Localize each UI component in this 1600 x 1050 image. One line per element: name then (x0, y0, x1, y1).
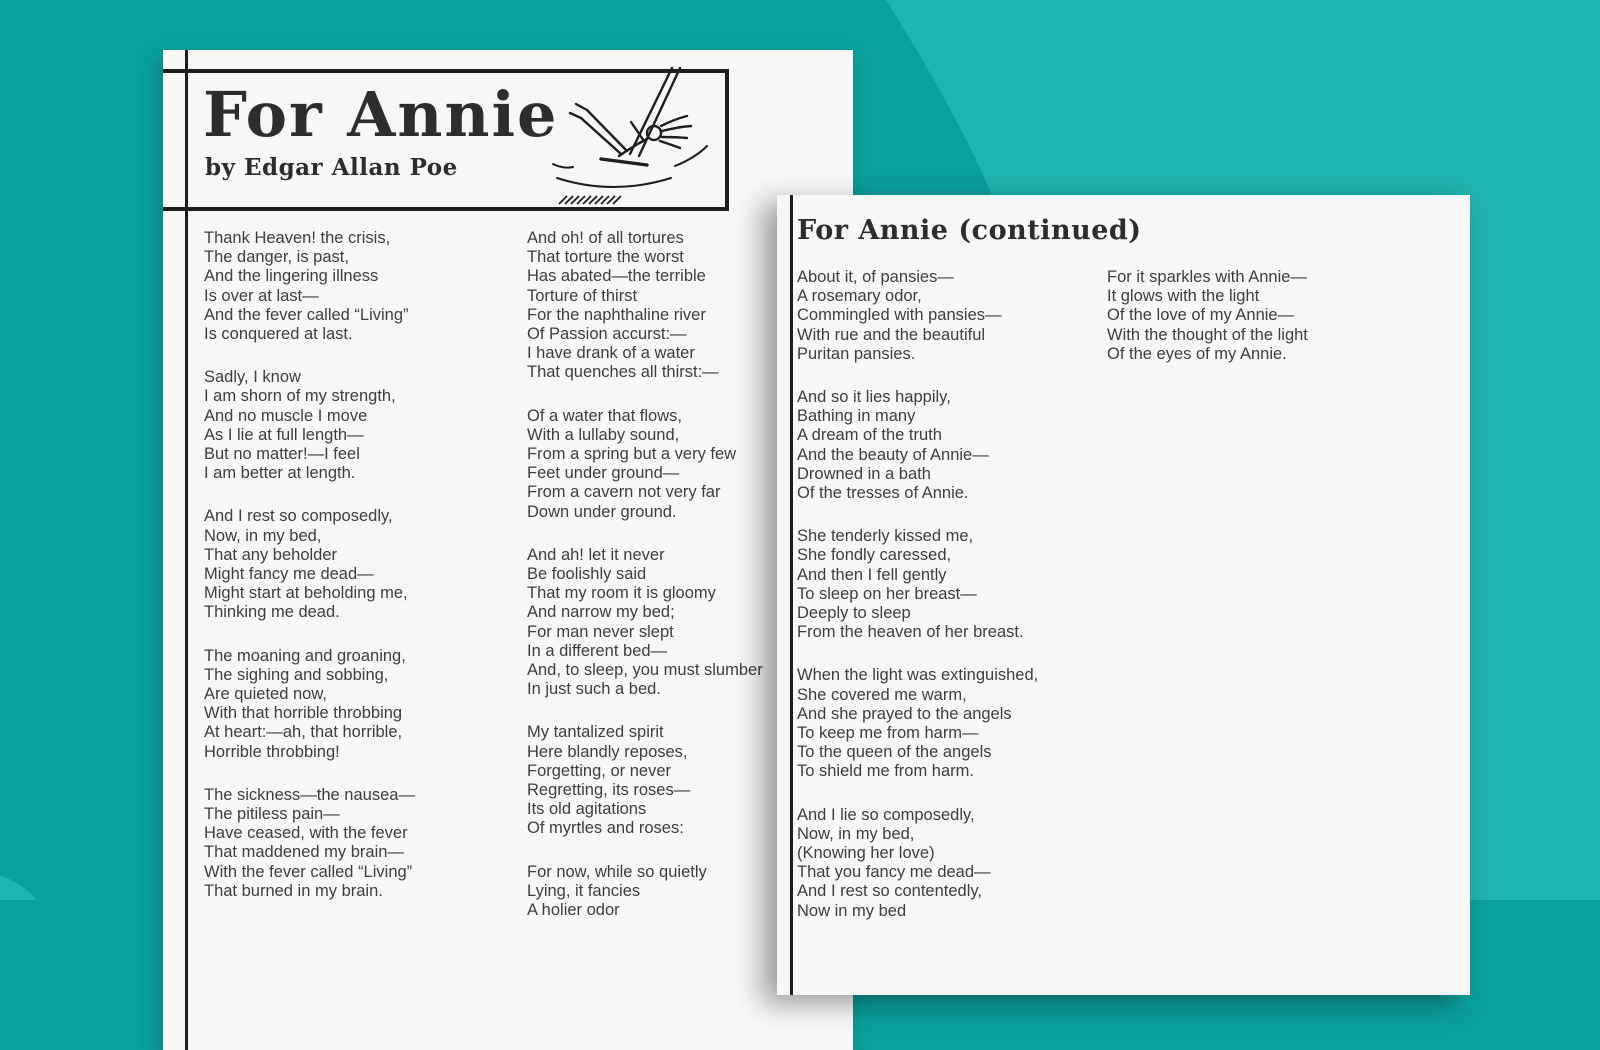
poem-line: From a spring but a very few (527, 445, 737, 464)
poem-title-continued: For Annie (continued) (797, 215, 1142, 246)
poem-line: When the light was extinguished, (797, 666, 1039, 685)
poem-line: Here blandly reposes, (527, 742, 688, 761)
poem-line: The moaning and groaning, (204, 646, 406, 665)
poem-line: Drowned in a bath (797, 464, 931, 483)
poem-line: Be foolishly said (527, 565, 647, 584)
poem-line: Regretting, its roses— (527, 781, 691, 800)
poem-line: Have ceased, with the fever (204, 824, 408, 843)
stanza (204, 786, 415, 901)
poem-column-1 (204, 229, 415, 925)
poem-line: Of the love of my Annie— (1107, 306, 1295, 325)
poem-line: Now in my bed (797, 901, 907, 920)
stanza (797, 388, 1038, 503)
poem-line: Lying, it fancies (527, 881, 641, 900)
stanza (527, 229, 763, 383)
poem-line: Of the tresses of Annie. (797, 484, 969, 503)
poem-page-2-continued (777, 195, 1470, 995)
stanza (797, 806, 1038, 921)
poem-line: Feet under ground— (527, 464, 680, 483)
poem-line: Of Passion accurst:— (527, 325, 687, 344)
poem-line: Might start at beholding me, (204, 584, 408, 603)
stanza (797, 527, 1038, 642)
poem-line: But no matter!—I feel (204, 445, 360, 464)
poem-line: A holier odor (527, 901, 620, 920)
poem-line: Now, in my bed, (797, 824, 915, 843)
poem-line: In a different bed— (527, 641, 668, 660)
margin-rule (185, 50, 188, 1050)
poem-line: And the fever called “Living” (204, 305, 409, 324)
poem-line: And so it lies happily, (797, 388, 951, 407)
poem-line: A rosemary odor, (797, 287, 922, 306)
poem-line: (Knowing her love) (797, 844, 935, 863)
poem-line: The sickness—the nausea— (204, 785, 415, 804)
poem-line: That torture the worst (527, 248, 684, 267)
poem-line: Deeply to sleep (797, 604, 911, 623)
poem-line: That you fancy me dead— (797, 863, 991, 882)
poem-line: Down under ground. (527, 502, 677, 521)
poem-line: To shield me from harm. (797, 762, 974, 781)
poem-line: And then I fell gently (797, 565, 947, 584)
poem-line: That my room it is gloomy (527, 584, 716, 603)
poem-line: For it sparkles with Annie— (1107, 268, 1307, 286)
poem-line: Commingled with pansies— (797, 306, 1002, 325)
poem-line: Bathing in many (797, 407, 916, 426)
poem-column-4 (1107, 268, 1308, 388)
stanza (527, 546, 763, 700)
poem-line: And no muscle I move (204, 406, 368, 425)
stanza (204, 368, 415, 483)
stanza (527, 407, 763, 522)
title-box-right-line (725, 69, 729, 211)
poem-line: For man never slept (527, 622, 674, 641)
stanza (204, 647, 415, 762)
accent-circle-bottom-left (0, 870, 60, 900)
poem-line: Thank Heaven! the crisis, (204, 229, 391, 247)
poem-line: That burned in my brain. (204, 881, 383, 900)
poem-line: Are quieted now, (204, 685, 327, 704)
poem-line: I have drank of a water (527, 344, 695, 363)
poem-line: That any beholder (204, 545, 338, 564)
poem-line: And the beauty of Annie— (797, 445, 989, 464)
poem-line: From the heaven of her breast. (797, 623, 1024, 642)
poem-line: Now, in my bed, (204, 526, 322, 545)
poem-line: From a cavern not very far (527, 483, 721, 502)
poem-line: To keep me from harm— (797, 724, 979, 743)
poem-line: The sighing and sobbing, (204, 665, 389, 684)
swing-illustration (551, 66, 719, 208)
poem-line: A dream of the truth (797, 426, 942, 445)
poem-line: About it, of pansies— (797, 268, 954, 286)
poem-line: Has abated—the terrible (527, 267, 706, 286)
poem-line: With a lullaby sound, (527, 425, 680, 444)
poem-line: For now, while so quietly (527, 862, 707, 881)
stanza (797, 268, 1038, 364)
poem-page-1 (163, 50, 853, 1050)
poem-line: Is conquered at last. (204, 325, 353, 344)
poem-title: For Annie (203, 78, 559, 151)
poem-line: To the queen of the angels (797, 743, 992, 762)
stanza (527, 723, 763, 838)
poem-line: Its old agitations (527, 800, 647, 819)
poem-line: Of a water that flows, (527, 406, 682, 425)
poem-line: To sleep on her breast— (797, 584, 977, 603)
poem-line: The pitiless pain— (204, 805, 340, 824)
poem-line: Of the eyes of my Annie. (1107, 344, 1287, 363)
poem-byline: by Edgar Allan Poe (205, 154, 458, 181)
poem-line: And the lingering illness (204, 267, 379, 286)
poem-line: That quenches all thirst:— (527, 363, 719, 382)
stanza (527, 863, 763, 921)
poem-line: Forgetting, or never (527, 761, 671, 780)
poem-line: The danger, is past, (204, 248, 349, 267)
poem-line: In just such a bed. (527, 680, 661, 699)
poem-line: And oh! of all tortures (527, 229, 684, 247)
poem-line: That maddened my brain— (204, 843, 404, 862)
poem-line: Horrible throbbing! (204, 742, 340, 761)
poem-line: At heart:—ah, that horrible, (204, 723, 403, 742)
poem-column-2 (527, 229, 763, 944)
poem-line: Puritan pansies. (797, 344, 916, 363)
poem-line: She covered me warm, (797, 685, 967, 704)
stanza (204, 507, 415, 622)
poem-column-3 (797, 268, 1038, 945)
poem-line: My tantalized spirit (527, 723, 664, 742)
stanza (1107, 268, 1308, 364)
poem-line: Sadly, I know (204, 368, 301, 387)
poem-line: Thinking me dead. (204, 603, 340, 622)
poem-line: She tenderly kissed me, (797, 527, 974, 546)
poem-line: With rue and the beautiful (797, 325, 986, 344)
poem-line: Torture of thirst (527, 286, 638, 305)
poem-line: I am better at length. (204, 464, 356, 483)
poem-line: And, to sleep, you must slumber (527, 661, 763, 680)
stanza (797, 666, 1038, 781)
margin-rule (790, 195, 793, 995)
ground-hatch-marks (559, 196, 621, 204)
poem-line: I am shorn of my strength, (204, 387, 396, 406)
poem-line: And narrow my bed; (527, 603, 675, 622)
poem-line: And I rest so composedly, (204, 507, 393, 526)
poem-line: And ah! let it never (527, 545, 665, 564)
poem-line: With the thought of the light (1107, 325, 1308, 344)
poem-line: And I rest so contentedly, (797, 882, 982, 901)
stanza (204, 229, 415, 344)
poem-line: For the naphthaline river (527, 305, 706, 324)
poem-line: Is over at last— (204, 286, 319, 305)
poem-line: Of myrtles and roses: (527, 819, 684, 838)
poem-line: She fondly caressed, (797, 546, 952, 565)
poem-line: Might fancy me dead— (204, 565, 374, 584)
poem-line: And she prayed to the angels (797, 704, 1012, 723)
poem-line: And I lie so composedly, (797, 805, 975, 824)
poem-line: As I lie at full length— (204, 425, 364, 444)
poem-line: With the fever called “Living” (204, 862, 413, 881)
poem-line: It glows with the light (1107, 287, 1260, 306)
poem-line: With that horrible throbbing (204, 704, 403, 723)
